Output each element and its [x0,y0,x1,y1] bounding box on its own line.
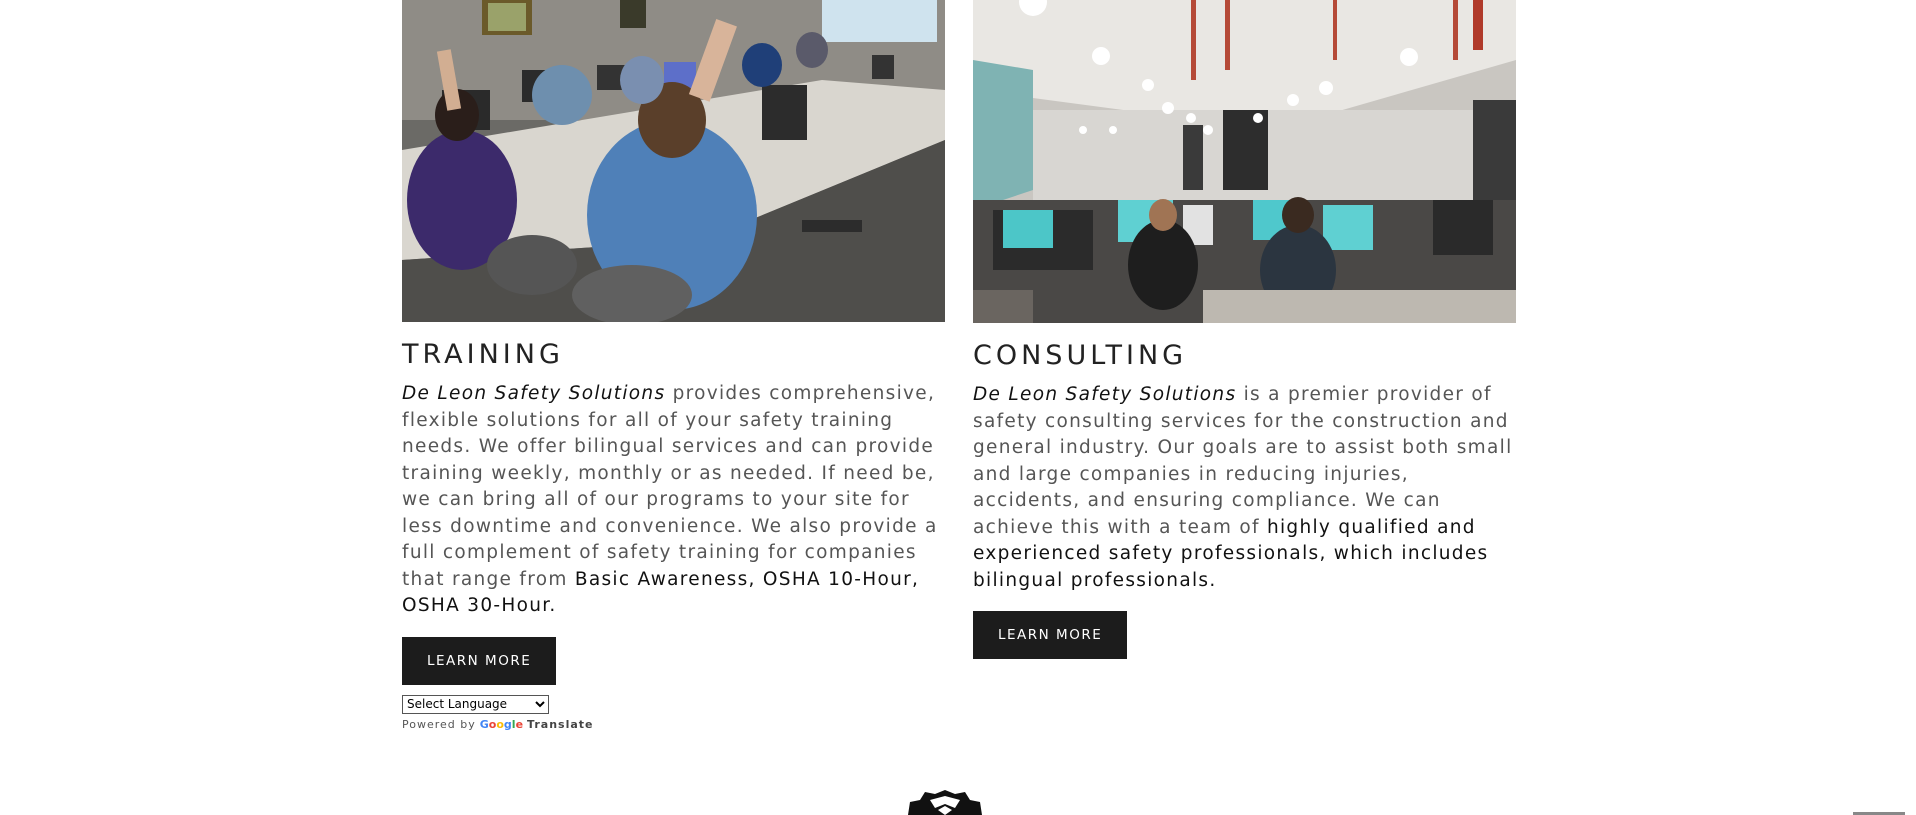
translate-link[interactable]: Translate [527,717,594,731]
powered-by-line [402,718,593,731]
language-select[interactable] [402,695,549,714]
training-course-list: Basic Awareness, OSHA 10-Hour, OSHA 30-Hour. [402,568,920,616]
translate-widget [402,693,593,731]
google-logo-icon: Google [479,717,524,731]
powered-by-text: Powered by [402,717,476,731]
consulting-photo [973,0,1516,323]
training-photo [402,0,945,322]
consulting-brand-name: De Leon Safety Solutions [973,384,1237,405]
consulting-heading: CONSULTING [973,340,1188,371]
training-body-text: provides comprehensive, flexible solutions for all of your safety training needs. We offer bilingual services and can provide training weekly, monthly or as needed. If need be, we can bring all of our programs to your site for less downtime and convenience. We also provide a full complement of safety training for companies that range from [402,383,938,590]
consulting-body-text: is a premier provider of safety consulting services for the construction and general industry. Our goals are to assist both small and large companies in reducing injuries, accidents, and ensuring compliance. We can achieve this with a team of [973,384,1513,538]
consulting-section [973,0,1516,659]
training-description [402,381,945,620]
training-heading: TRAINING [402,339,564,370]
tribal-emblem-icon [900,790,990,815]
consulting-description [973,382,1516,594]
training-brand-name: De Leon Safety Solutions [402,383,666,404]
consulting-learn-more-button[interactable]: LEARN MORE [973,611,1127,659]
training-section [402,0,945,685]
consulting-team-text: highly qualified and experienced safety professionals, which includes bilingual professionals. [973,516,1489,591]
training-learn-more-button[interactable]: LEARN MORE [402,637,556,685]
